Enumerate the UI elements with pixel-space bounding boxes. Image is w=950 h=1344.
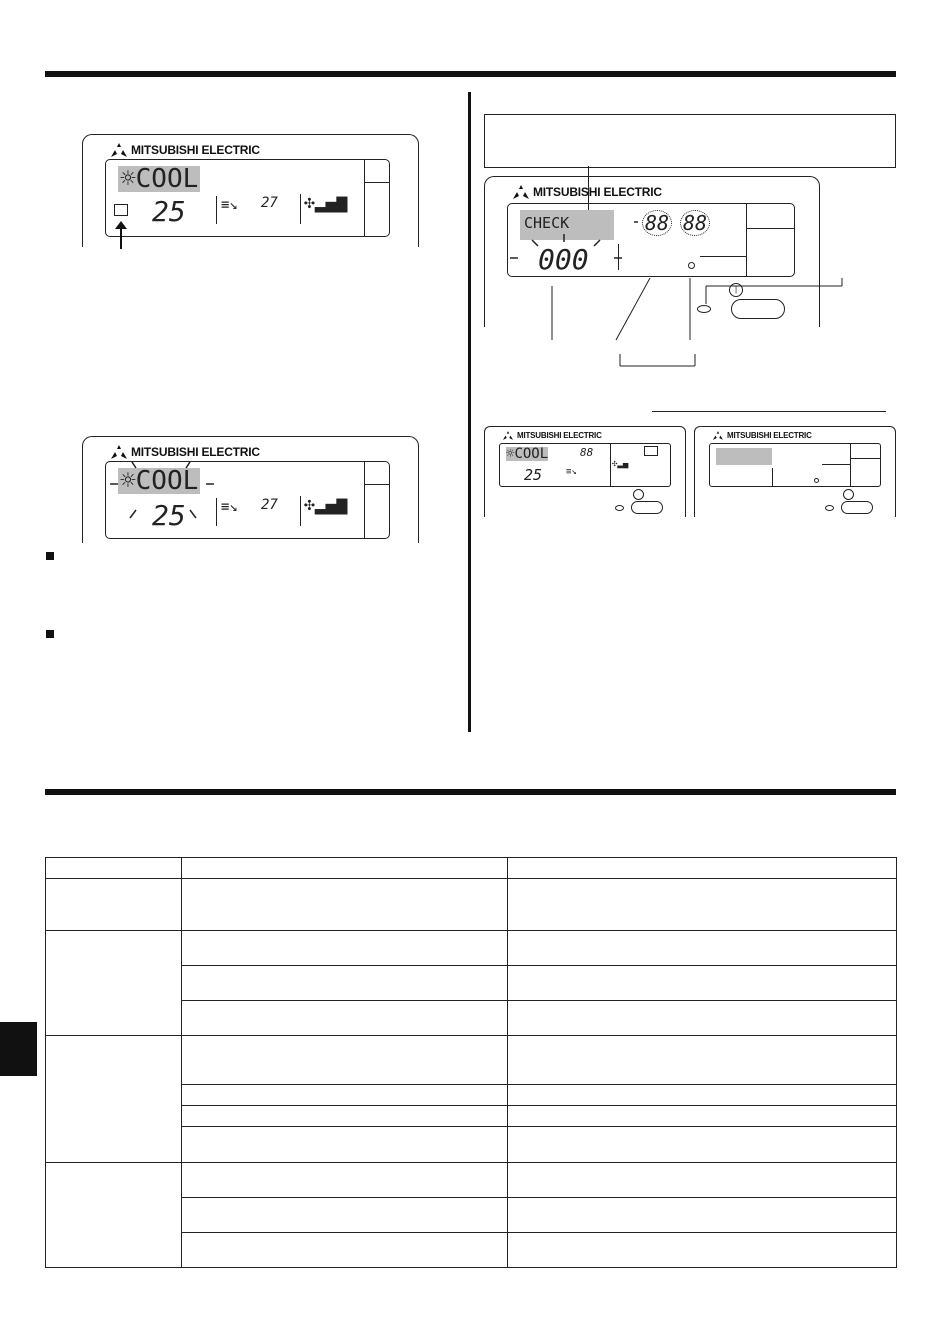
louver-icon: ≡↘ [566, 467, 577, 477]
table-cell [182, 1198, 508, 1233]
error-code-display: 000 [538, 243, 589, 276]
lcd-screen [499, 443, 671, 487]
lcd-divider [746, 228, 794, 229]
fan-icon: ✣▂▄▆ [304, 494, 348, 515]
mode-display: ☼COOL [120, 164, 199, 194]
bullet-1 [46, 552, 54, 560]
lcd-screen [105, 461, 390, 539]
table-cell [46, 931, 182, 1036]
filter-icon [644, 446, 658, 456]
table-cell [182, 1233, 508, 1268]
table-row [46, 1163, 897, 1198]
address-display-2: 88 [680, 210, 710, 236]
mode-text: COOL [514, 446, 549, 462]
table-cell [182, 1036, 508, 1085]
set-temperature: 25 [524, 466, 543, 484]
remote-panel-small-1 [484, 426, 686, 517]
table-cell [508, 1127, 897, 1163]
lcd-dot [814, 478, 819, 483]
room-temperature: 88 [580, 446, 594, 459]
fan-icon: ✣▂▄ [612, 459, 629, 469]
blink-marks [508, 204, 638, 276]
lcd-highlight-block [716, 448, 772, 465]
power-icon [843, 489, 854, 500]
lcd-screen [507, 203, 795, 277]
lcd-divider [300, 496, 301, 526]
table-cell [182, 1127, 508, 1163]
lcd-divider [216, 196, 217, 224]
caption-underline [652, 411, 886, 412]
check-display: CHECK [520, 210, 614, 240]
table-cell [182, 966, 508, 1001]
table-cell [46, 1036, 182, 1163]
mode-text: COOL [135, 466, 199, 496]
mitsubishi-logo-icon [503, 431, 513, 440]
table-cell [508, 1233, 897, 1268]
table-cell [182, 879, 508, 931]
set-temperature: 25 [152, 499, 186, 532]
table-cell [508, 1198, 897, 1233]
table-cell [508, 966, 897, 1001]
brand-label [713, 431, 812, 440]
lcd-divider [364, 484, 389, 485]
section-tab [0, 1022, 37, 1076]
table-cell [508, 858, 897, 879]
table-cell [182, 1085, 508, 1106]
power-icon [633, 489, 644, 500]
lcd-divider [700, 256, 746, 257]
lcd-screen [105, 159, 390, 237]
blink-marks [106, 462, 226, 538]
check-leader-lines [540, 278, 850, 370]
table-cell [182, 931, 508, 966]
louver-icon: ≡↘ [221, 197, 238, 213]
lcd-divider [610, 444, 611, 486]
remote-panel-small-2 [694, 426, 896, 517]
filter-icon [114, 204, 128, 216]
lcd-screen [709, 443, 881, 487]
top-rule [45, 71, 896, 77]
table-cell [182, 858, 508, 879]
brand-label [503, 431, 602, 440]
table-cell [182, 1163, 508, 1198]
table-cell [182, 1001, 508, 1036]
brand-text: MITSUBISHI ELECTRIC [131, 143, 260, 157]
remote-panel-1 [82, 134, 419, 247]
table-cell [508, 1163, 897, 1198]
mode-text: COOL [135, 164, 199, 194]
address-display-1: 88 [642, 210, 672, 236]
lcd-divider [364, 182, 389, 183]
mitsubishi-logo-icon [111, 445, 127, 459]
table-cell [182, 1106, 508, 1127]
brand-label [513, 185, 662, 199]
room-temperature: 27 [261, 195, 278, 211]
table-row [46, 1036, 897, 1085]
lcd-divider [364, 160, 365, 236]
column-divider [468, 92, 471, 732]
brand-text: MITSUBISHI ELECTRIC [727, 431, 812, 440]
brand-text: MITSUBISHI ELECTRIC [517, 431, 602, 440]
table-cell [46, 858, 182, 879]
table-row [46, 931, 897, 966]
brand-label [111, 143, 260, 157]
operation-lamp-icon [615, 505, 624, 511]
mitsubishi-logo-icon [513, 185, 529, 199]
set-temperature: 25 [152, 195, 186, 228]
section-rule [45, 789, 896, 795]
table-cell [508, 1001, 897, 1036]
on-off-button[interactable] [631, 501, 663, 514]
room-temperature: 27 [261, 497, 278, 513]
lcd-divider [772, 468, 773, 486]
brand-label [111, 445, 260, 459]
table-cell [46, 879, 182, 931]
on-off-button[interactable] [841, 501, 873, 514]
table-cell [508, 1106, 897, 1127]
lcd-dot [688, 262, 695, 269]
table-cell [508, 1036, 897, 1085]
troubleshooting-table [45, 857, 897, 1268]
mode-display: ☼COOL [506, 446, 549, 462]
louver-icon: ≡↘ [221, 499, 238, 515]
brand-text: MITSUBISHI ELECTRIC [533, 185, 662, 199]
table-header-row [46, 858, 897, 879]
lcd-divider [822, 464, 850, 465]
mitsubishi-logo-icon [713, 431, 723, 440]
table-cell [508, 931, 897, 966]
lcd-divider [746, 204, 747, 276]
fan-icon: ✣▂▄▆ [304, 192, 348, 213]
bullet-2 [46, 630, 54, 638]
lcd-divider [850, 458, 880, 459]
pointer-arrow-head [115, 221, 127, 229]
mitsubishi-logo-icon [111, 143, 127, 157]
operation-lamp-icon [825, 505, 834, 511]
lcd-divider [300, 194, 301, 224]
mode-display: ☼COOL [120, 466, 199, 496]
table-row [46, 879, 897, 931]
lcd-divider [364, 462, 365, 538]
remote-panel-2 [82, 436, 419, 543]
callout-box [484, 114, 896, 168]
brand-text: MITSUBISHI ELECTRIC [131, 445, 260, 459]
table-cell [508, 1085, 897, 1106]
table-cell [508, 879, 897, 931]
table-cell [46, 1163, 182, 1268]
lcd-divider [850, 444, 851, 486]
power-icon: | [729, 283, 743, 297]
